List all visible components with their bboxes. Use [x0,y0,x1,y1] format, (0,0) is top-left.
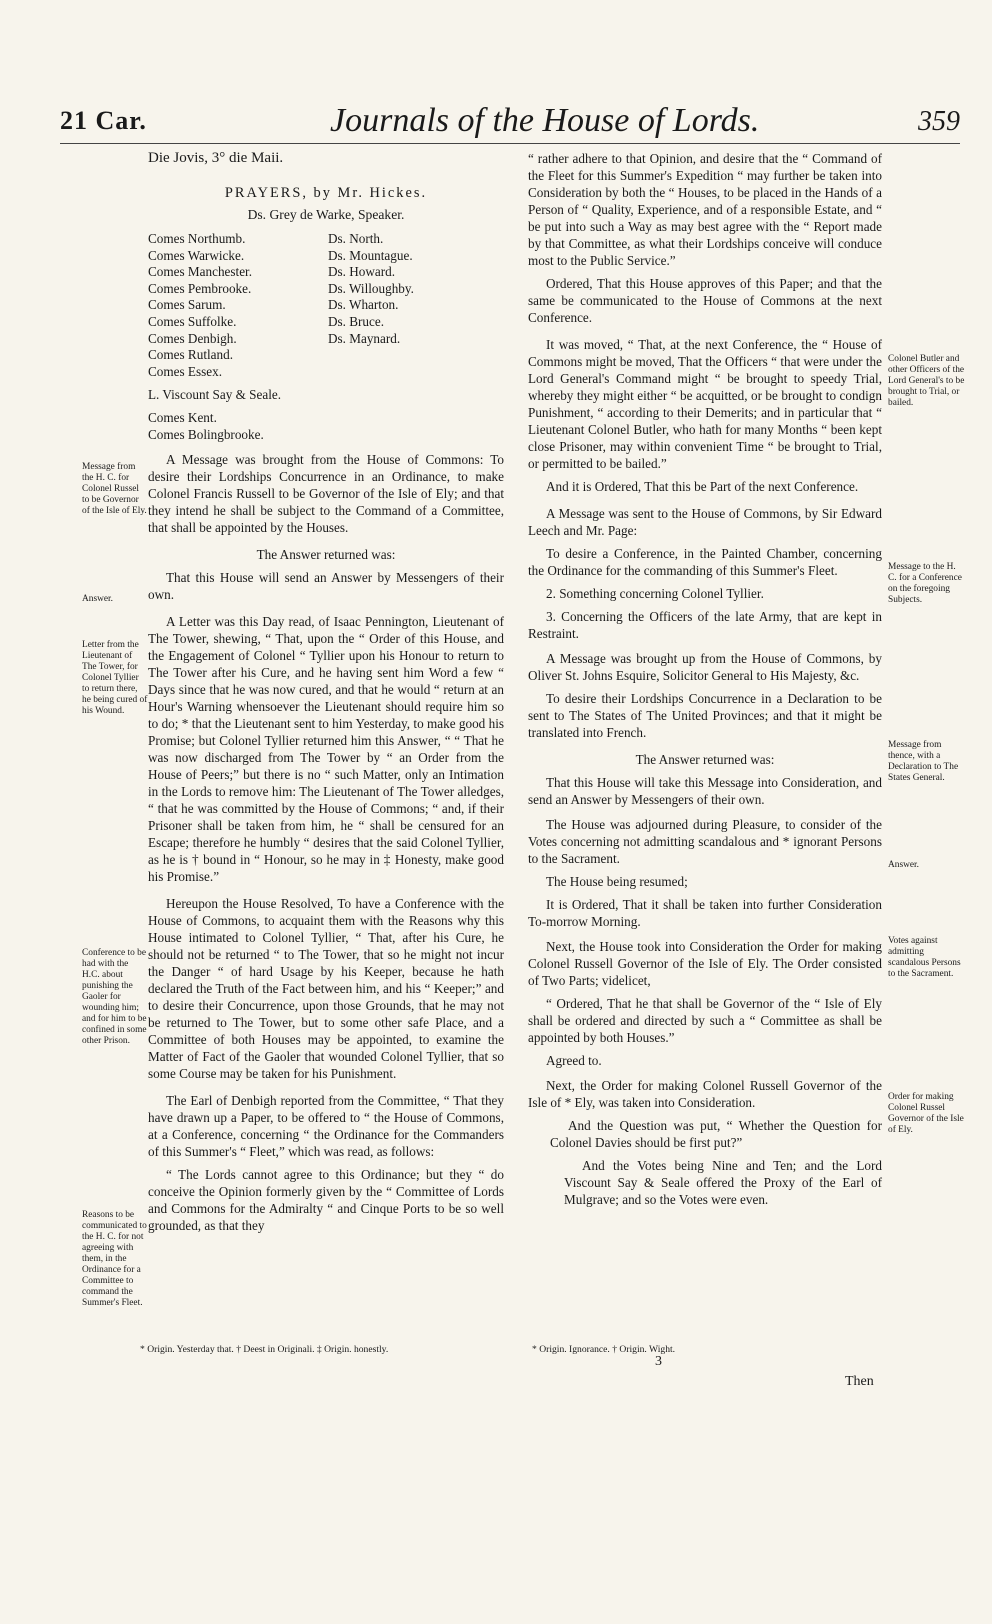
paragraph-rather-adhere: “ rather adhere to that Opinion, and desire that the “ Command of the Fleet for this Summer's Expedition “ may further be taken into Consideration by both the “ Houses, to be placed in the Hands of a Person of “ Quality, Experience, and of a responsible Estate, and “ be put into such a Way as may best agree with the “ Report made by that Committee, as what their Lordships conceive will conduce most to the Public Service.” [528,151,882,268]
margin-note: Message to the H. C. for a Conference on the foregoing Subjects. [888,562,962,605]
paragraph-ordered-governor: “ Ordered, That he that shall be Governor of the “ Isle of Ely shall be ordered and directed by such a “ Committee as shall be appointed by both Houses.” [528,996,882,1045]
paragraph-painted-chamber: To desire a Conference, in the Painted Chamber, concerning the Ordinance for the commanding of this Summer's Fleet. [528,546,882,578]
attendance-list [148,231,504,380]
attendee: Ds. North. [328,231,384,246]
paragraph-question: And the Question was put, “ Whether the Question for Colonel Davies should be first put?” [550,1118,882,1150]
paragraph-message-sent: A Message was sent to the House of Commons, by Sir Edward Leech and Mr. Page: [528,506,882,538]
margin-note: Message from thence, with a Declaration to The States General. [888,740,959,783]
viscount-line: L. Viscount Say & Seale. [148,387,282,403]
attendance-comes [148,231,328,380]
paragraph-item-two: 2. Something concerning Colonel Tyllier. [546,586,764,601]
paragraph-declaration: To desire their Lordships Concurrence in a Declaration to be sent to The States of The United Provinces; and that it might be translated into French. [528,691,882,740]
attendee: Ds. Mountague. [328,247,413,263]
attendee: Comes Manchester. [148,264,253,280]
page-number: 359 [918,106,960,137]
margin-note: Conference to be had with the H.C. about punishing the Gaoler for wounding him; and for him to be confined in some other Prison. [82,948,147,1046]
paragraph-it-was-moved: It was moved, “ That, at the next Conference, the “ House of Commons might be moved, That the Officers “ that were under the Lord General's Command might “ be brought to speedy Trial, whereby they might either “ be acquitted, or be brought to condign Punishment, “ according to their Demerits; and in particular that “ Lieutenant Colonel Butler, who hath for many Months “ been kept close Prisoner, may within convenient Time “ be brought to Trial, or permitted to be bailed.” [528,337,882,471]
answer-heading-right: The Answer returned was: [635,752,775,767]
attendee: Comes Northumb. [148,231,246,246]
attendee: Ds. Howard. [328,264,396,280]
paragraph-message-brought: A Message was brought up from the House of Commons, by Oliver St. Johns Esquire, Solicitor General to His Majesty, &c. [528,651,882,683]
dateline [148,150,504,167]
attendee: Ds. Willoughby. [328,280,414,296]
paragraph-votes: And the Votes being Nine and Ten; and the Lord Viscount Say & Seale offered the Proxy of the Earl of Mulgrave; and so the Votes were even. [564,1158,882,1207]
margin-note: Reasons to be communicated to the H. C. for not agreeing with them, in the Ordinance for a Committee to command the Summer's Fleet. [82,1210,147,1308]
margin-note: Colonel Butler and other Officers of the Lord General's to be brought to Trial, or bailed. [888,354,965,408]
margin-note: Votes against admitting scandalous Persons to the Sacrament. [888,936,961,979]
paragraph-ordered-further: It is Ordered, That it shall be taken into further Consideration To-morrow Morning. [528,897,882,929]
attendee: Comes Rutland. [148,347,233,363]
paragraph-resumed: The House being resumed; [546,874,688,889]
paragraph-item-three: 3. Concerning the Officers of the late Army, that are kept in Restraint. [528,609,882,641]
margin-note: Order for making Colonel Russel Governor of the Isle of Ely. [888,1092,964,1135]
paragraph-adjourned: The House was adjourned during Pleasure, to consider of the Votes concerning not admitting scandalous and * ignorant Persons to the Sacrament. [528,817,882,866]
header-regnal-year: 21 Car. [60,106,147,135]
paragraph-answer-right: That this House will take this Message into Consideration, and send an Answer by Messengers of their own. [528,775,882,807]
paragraph-denbigh-report: The Earl of Denbigh reported from the Committee, “ That they have drawn up a Paper, to be offered to “ the House of Commons, at a Conference, concerning “ the Ordinance for the Commanders of this Summer's “ Fleet,” which was read, as follows: [148,1093,504,1160]
paragraph-ordered-part: And it is Ordered, That this be Part of the next Conference. [546,479,859,494]
speaker-line: Ds. Grey de Warke, Speaker. [247,207,405,222]
attendee: Comes Kent. [148,410,217,426]
paragraph-answer: That this House will send an Answer by Messengers of their own. [148,570,504,603]
signature-mark: 3 [655,1354,662,1369]
left-column [148,150,504,1240]
attendee: Comes Essex. [148,363,222,379]
dateline-text: Die Jovis, 3° die Maii. [148,150,284,166]
answer-heading: The Answer returned was: [256,547,396,563]
paragraph-letter: A Letter was this Day read, of Isaac Pennington, Lieutenant of The Tower, shewing, “ That, upon the “ Order of this House, and the Engagement of Colonel “ Tyllier upon his Honour to return to The Tower after his Cure, and he having sent him Word a few “ Days since that he was now cured, and that he would “ return at an Hour's Warning whensoever the Lieutenant should require him so to do; * that the Lieutenant sent to him Yesterday, to make good his Promise; but Colonel Tyllier returned him this Answer, “ “ That he was now discharged from The Tower by “ an Order from the House of Peers;” but there is no “ such Matter, only an Intimation in the Lords to remove him: The Lieutenant of The Tower alledges, “ that he was committed by the House of Commons; “ and, if their Prisoner shall be taken from him, he “ shall be censured for an Escape; therefore he humbly “ desires that the said Colonel Tyllier, as he is † bound in “ Honour, so he may in ‡ Honesty, make good his Promise.” [148,614,504,885]
paragraph-next-ely: Next, the Order for making Colonel Russell Governor of the Isle of * Ely, was taken into Consideration. [528,1078,882,1110]
margin-note: Answer. [82,594,113,604]
margin-note: Letter from the Lieutenant of The Tower, for Colonel Tyllier to return there, he being cured of his Wound. [82,640,148,716]
paragraph-ordered-approves: Ordered, That this House approves of this Paper; and that the same be communicated to the House of Commons at the next Conference. [528,276,882,325]
paragraph-message-commons: A Message was brought from the House of Commons: To desire their Lordships Concurrence in an Ordinance, to make Colonel Francis Russell to be Governor of the Isle of Ely; and that they intend he shall be subject to the Command of a Committee, that shall be appointed by the Houses. [148,452,504,536]
attendee: Comes Bolingbrooke. [148,427,264,443]
paragraph-next-order: Next, the House took into Consideration the Order for making Colonel Russell Governor of the Isle of Ely. The Order consisted of Two Parts; videlicet, [528,939,882,988]
running-header [60,100,960,140]
paragraph-lords-paper: “ The Lords cannot agree to this Ordinance; but they “ do conceive the Opinion formerly given by the “ Committee of Lords and Commons for the Admiralty “ and Cinque Ports to be so well grounded, as that they [148,1167,504,1234]
margin-note: Message from the H. C. for Colonel Russel to be Governor of the Isle of Ely. [82,462,147,516]
margin-note: Answer. [888,860,919,870]
catchword: Then [845,1374,874,1389]
footnotes-left: * Origin. Yesterday that. † Deest in Originali. ‡ Origin. honestly. [140,1344,389,1355]
attendee: Ds. Bruce. [328,313,385,329]
header-rule [60,143,960,144]
paragraph-agreed: Agreed to. [546,1053,602,1068]
footnotes-right: * Origin. Ignorance. † Origin. Wight. [532,1344,676,1355]
attendance-barons [328,231,478,380]
attendee: Comes Pembrooke. [148,280,252,296]
attendee: Ds. Maynard. [328,330,401,346]
attendee: Comes Denbigh. [148,330,237,346]
attendee: Ds. Wharton. [328,297,399,313]
attendee: Comes Sarum. [148,297,226,313]
header-title: Journals of the House of Lords. [330,102,760,139]
prayers-line: PRAYERS, by Mr. Hickes. [224,185,428,201]
attendee: Comes Warwicke. [148,247,245,263]
attendee: Comes Suffolke. [148,313,237,329]
right-column [528,150,882,1214]
paragraph-resolved: Hereupon the House Resolved, To have a Conference with the House of Commons, to acquaint them with the Reasons why this House intimated to Colonel Tyllier, “ That, after his Cure, he should not be returned “ to The Tower, that so he might not incur the Danger “ of hard Usage by his Keeper, because he hath declared the Truth of the Fact between him, and his “ Keeper;” and to desire their Concurrence, upon those Grounds, that he may not be returned to The Tower, but to some other safe Place, and a Committee of both Houses may be appointed, to examine the Matter of Fact of the Gaoler that wounded Colonel Tyllier, that so some Course may be taken for his Punishment. [148,896,504,1082]
